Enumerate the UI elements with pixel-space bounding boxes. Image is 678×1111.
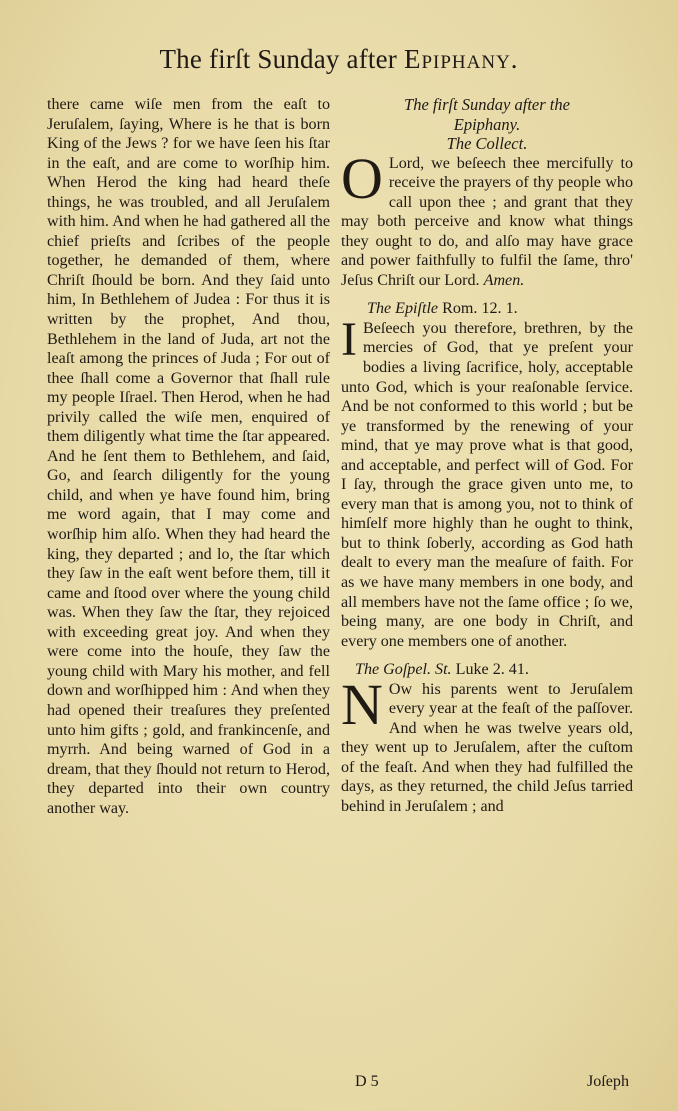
collect-dropcap: O xyxy=(341,145,383,211)
section-title-line1: The firſt Sunday after the xyxy=(404,95,570,114)
epistle-reference: Rom. 12. 1. xyxy=(442,300,518,318)
collect-amen: Amen. xyxy=(483,271,525,289)
epistle-heading xyxy=(341,299,633,319)
gospel-text: Ow his parents went to Jeruſalem every year at the feaſt of the paſſover. And when he was twelve years old, they went up to Jeruſalem, after the cuſtom of the feaſt. And when they had fulfilled the days, as they returned, the child Jeſus tarried behind in Jeruſalem ; and xyxy=(341,680,633,815)
gospel-heading-label: The Goſpel. xyxy=(355,661,431,679)
gospel-heading xyxy=(341,660,633,680)
gospel-reference: Luke 2. 41. xyxy=(455,661,529,679)
epistle-dropcap: I xyxy=(341,312,357,366)
right-column xyxy=(341,95,633,817)
epistle-text: Beſeech you therefore, brethren, by the mercies of God, that ye preſent your bodies a living ſacrifice, holy, acceptable unto God, which is your reaſonable ſervice. And be not conformed to this world ; but be ye transformed by the renewing of your mind, that ye may prove what is that good, and acceptable, and perfect will of God. For I ſay, through the grace given unto me, to every man that is among you, not to think of himſelf more highly than he ought to think, but to think ſoberly, according as God hath dealt to every man the meaſure of faith. For as we have many members in one body, and all members have not the ſame office ; ſo we, being many, are one body in Chriſt, and every one members one of another. xyxy=(341,319,633,650)
epistle-heading-label: The Epiſtle xyxy=(367,300,439,318)
gospel-continuation-text: there came wiſe men from the eaſt to Jeruſalem, ſaying, Where is he that is born King of the Jews ? for we have ſeen his ſtar in the eaſt, and are come to worſhip him. When Herod the king had heard theſe things, he was troubled, and all Jeruſalem with him. And when he had gathered all the chief prieſts and ſcribes of the people together, he demanded of them, where Chriſt ſhould be born. And they ſaid unto him, In Bethlehem of Judea : For thus it is written by the prophet, And thou, Bethlehem in the land of Juda, art not the leaſt among the princes of Juda ; For out of thee ſhall come a Governor that ſhall rule my people Iſrael. Then Herod, when he had privily called the wiſe men, enquired of them diligently what time the ſtar appeared. And he ſent them to Bethlehem, and ſaid, Go, and ſearch diligently for the young child, and when ye have found him, bring me word again, that I may come and worſhip him alſo. When they had heard the king, they departed ; and lo, the ſtar which they ſaw in the eaſt went before them, till it came and ſtood over where the young child was. When they ſaw the ſtar, they rejoiced with exceeding great joy. And when they were come into the houſe, they ſaw the young child with Mary his mother, and fell down and worſhipped him : And when they had opened their treaſures they preſented unto him gifts ; gold, and frankincenſe, and myrrh. And being warned of God in a dream, that they ſhould not return to Herod, they departed into their own country another way. xyxy=(47,96,330,817)
signature-mark: D 5 xyxy=(355,1073,379,1090)
left-column xyxy=(47,95,330,818)
gospel-dropcap: N xyxy=(341,671,383,737)
epistle-paragraph xyxy=(341,312,633,651)
collect-text: Lord, we beſeech thee mercifully to receive the prayers of thy people who call upon thee ; and grant that they may both perceive and know what things they ought to do, and alſo may have grace and power faithfully to fulfil the ſame, thro' Jeſus Chriſt our Lord. xyxy=(341,154,633,289)
collect-paragraph xyxy=(341,145,633,291)
section-title xyxy=(341,95,633,134)
catchword: Joſeph xyxy=(586,1073,629,1090)
header-emphasis: Epiphany. xyxy=(403,44,519,74)
gospel-paragraph xyxy=(341,671,633,817)
section-title-line2: Epiphany. xyxy=(453,114,521,134)
collect-heading: The Collect. xyxy=(446,134,528,153)
running-header xyxy=(0,44,678,75)
gospel-saint: St. xyxy=(435,661,452,679)
header-title: The firſt Sunday after xyxy=(159,44,404,74)
